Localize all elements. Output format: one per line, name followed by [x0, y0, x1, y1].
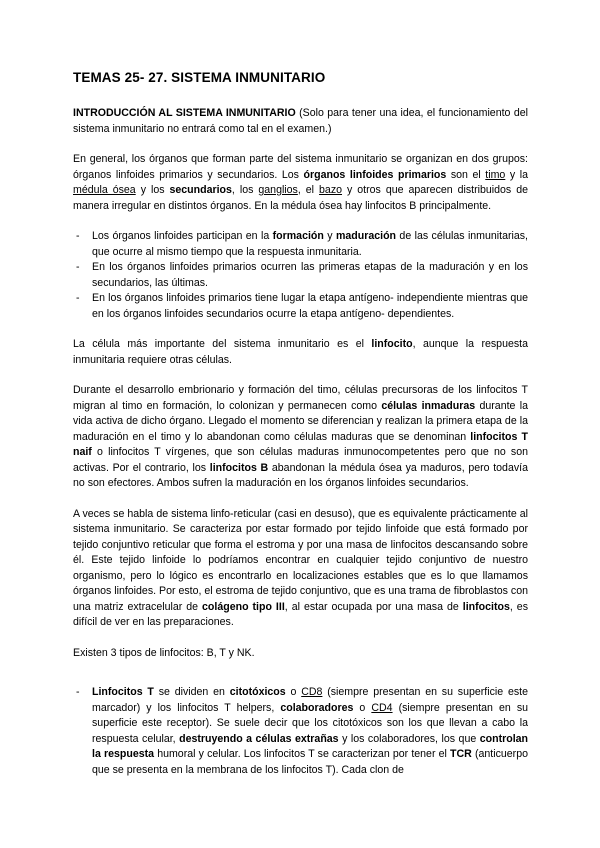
underlined-term: timo [485, 168, 506, 181]
list-item: - En los órganos linfoides primarios ocurren las primeras etapas de la maduración y en los secundarios, las últimas. [73, 260, 528, 291]
bold-term: formación [272, 230, 324, 242]
bold-term: citotóxicos [229, 686, 286, 698]
bold-term: órganos linfoides primarios [303, 168, 447, 181]
text: o [285, 686, 302, 698]
text: durante la vida activa de dicho órgano. Llegado el momento se diferencian y realizan la primera etapa de la maduración en el timo y lo abandonan como células maduras que se denominan [73, 399, 528, 443]
text: (anticuerpo que se presenta en la membrana de los linfocitos T). Cada clon de [92, 748, 528, 776]
intro-paragraph [73, 106, 528, 137]
text: y otros que aparecen distribuidos de manera irregular en distintos órganos. En la médula ósea hay linfocitos B principalmente. [73, 184, 528, 212]
text: abandonan la médula ósea ya maduros, pero todavía no son efectores. Ambos sufren la maduración en los órganos linfoides secundarios. [73, 461, 528, 489]
text: , aunque la respuesta inmunitaria requiere otras células. [73, 338, 528, 366]
text: Durante el desarrollo embrionario y formación del timo, células precursoras de los linfocitos T migran al timo en formación, lo colonizan y permanecen como [73, 384, 528, 412]
text: A veces se habla de sistema linfo-reticular (casi en desuso), que es equivalente prácticamente al sistema inmunitario. Se caracteriza por estar formado por tejido linfoide que está formado por tejido conjuntivo reticular que forma el estroma y por una masa de linfocitos descansando sobre él. Este tejido linfoide lo podríamos encontrar en cualquier tejido conjuntivo de nuestro organismo, pero lo lógico es encontrarlo en localizaciones estables que es lo que llamamos órganos linfoides. Por esto, el estroma de tejido conjuntivo, que es una trama de fibroblastos con una matriz extracelular de [73, 507, 528, 613]
text: , el [297, 184, 320, 196]
bold-term: células inmaduras [381, 399, 476, 412]
text: (siempre presentan en su superficie este receptor). Se suele decir que los citotóxicos son los que llevan a cabo la respuesta celular, [92, 701, 529, 745]
text: En general, los órganos que forman parte del sistema inmunitario se organizan en dos grupos: órganos linfoides primarios y secundarios. Los [73, 153, 528, 181]
text: son el [446, 168, 486, 181]
bold-term: Linfocitos T [92, 686, 154, 698]
list-item [73, 685, 528, 778]
bold-term: controlan la respuesta [92, 732, 528, 760]
underlined-term: CD8 [301, 686, 323, 698]
text: Los órganos linfoides participan en la [92, 230, 273, 242]
text: , los [231, 184, 259, 196]
text: o linfocitos T vírgenes, que son células maduras inmunocompetentes pero que no son activas. Por el contrario, los [73, 446, 528, 474]
bold-term: TCR [450, 748, 472, 760]
text: de las células inmunitarias, que ocurre al mismo tiempo que la respuesta inmunitaria. [92, 230, 528, 258]
bold-term: linfocito [371, 338, 413, 350]
paragraph-desarrollo [73, 383, 528, 492]
paragraph-linfocito [73, 337, 528, 368]
bold-term: colaboradores [280, 701, 354, 714]
bold-term: linfocitos [462, 600, 510, 613]
bold-term: linfocitos T naif [73, 430, 528, 458]
underlined-term: CD4 [371, 701, 393, 714]
bold-term: secundarios [169, 184, 232, 196]
bold-term: destruyendo a células extrañas [179, 732, 339, 745]
text: humoral y celular. Los linfocitos T se caracterizan por tener el [154, 748, 451, 760]
text: , es difícil de ver en las preparaciones. [73, 600, 528, 628]
paragraph-linfo-reticular [73, 507, 528, 631]
text: y [323, 230, 336, 242]
bold-term: linfocitos B [209, 461, 269, 474]
intro-heading: INTRODUCCIÓN AL SISTEMA INMUNITARIO [73, 107, 296, 119]
text: La célula más importante del sistema inmunitario es el [73, 338, 372, 350]
document-title: TEMAS 25- 27. SISTEMA INMUNITARIO [73, 70, 326, 85]
underlined-term: médula ósea [73, 184, 136, 196]
text: (siempre presentan en su superficie este marcador) y los linfocitos T helpers, [92, 686, 528, 714]
list-organos-linfoides [73, 229, 528, 322]
text: o [353, 701, 372, 714]
paragraph-organos [73, 152, 528, 214]
text: y los [135, 184, 170, 196]
underlined-term: bazo [319, 184, 343, 196]
text: y la [505, 168, 528, 181]
list-item [73, 229, 528, 260]
intro-note: (Solo para tener una idea, el funcionamiento del sistema inmunitario no entrará como tal en el examen.) [73, 107, 528, 135]
underlined-term: ganglios [258, 184, 298, 196]
list-item: - En los órganos linfoides primarios tiene lugar la etapa antígeno- independiente mientras que en los órganos linfoides secundarios ocurre la etapa antígeno- dependientes. [73, 291, 528, 322]
bold-term: colágeno tipo III [202, 600, 285, 613]
text: , al estar ocupada por una masa de [284, 600, 463, 613]
text: y los colaboradores, los que [338, 732, 480, 745]
text: se dividen en [153, 686, 230, 698]
paragraph-tipos-linfocitos: Existen 3 tipos de linfocitos: B, T y NK. [73, 646, 255, 659]
list-tipos-linfocitos [73, 685, 528, 778]
bold-term: maduración [335, 230, 397, 242]
